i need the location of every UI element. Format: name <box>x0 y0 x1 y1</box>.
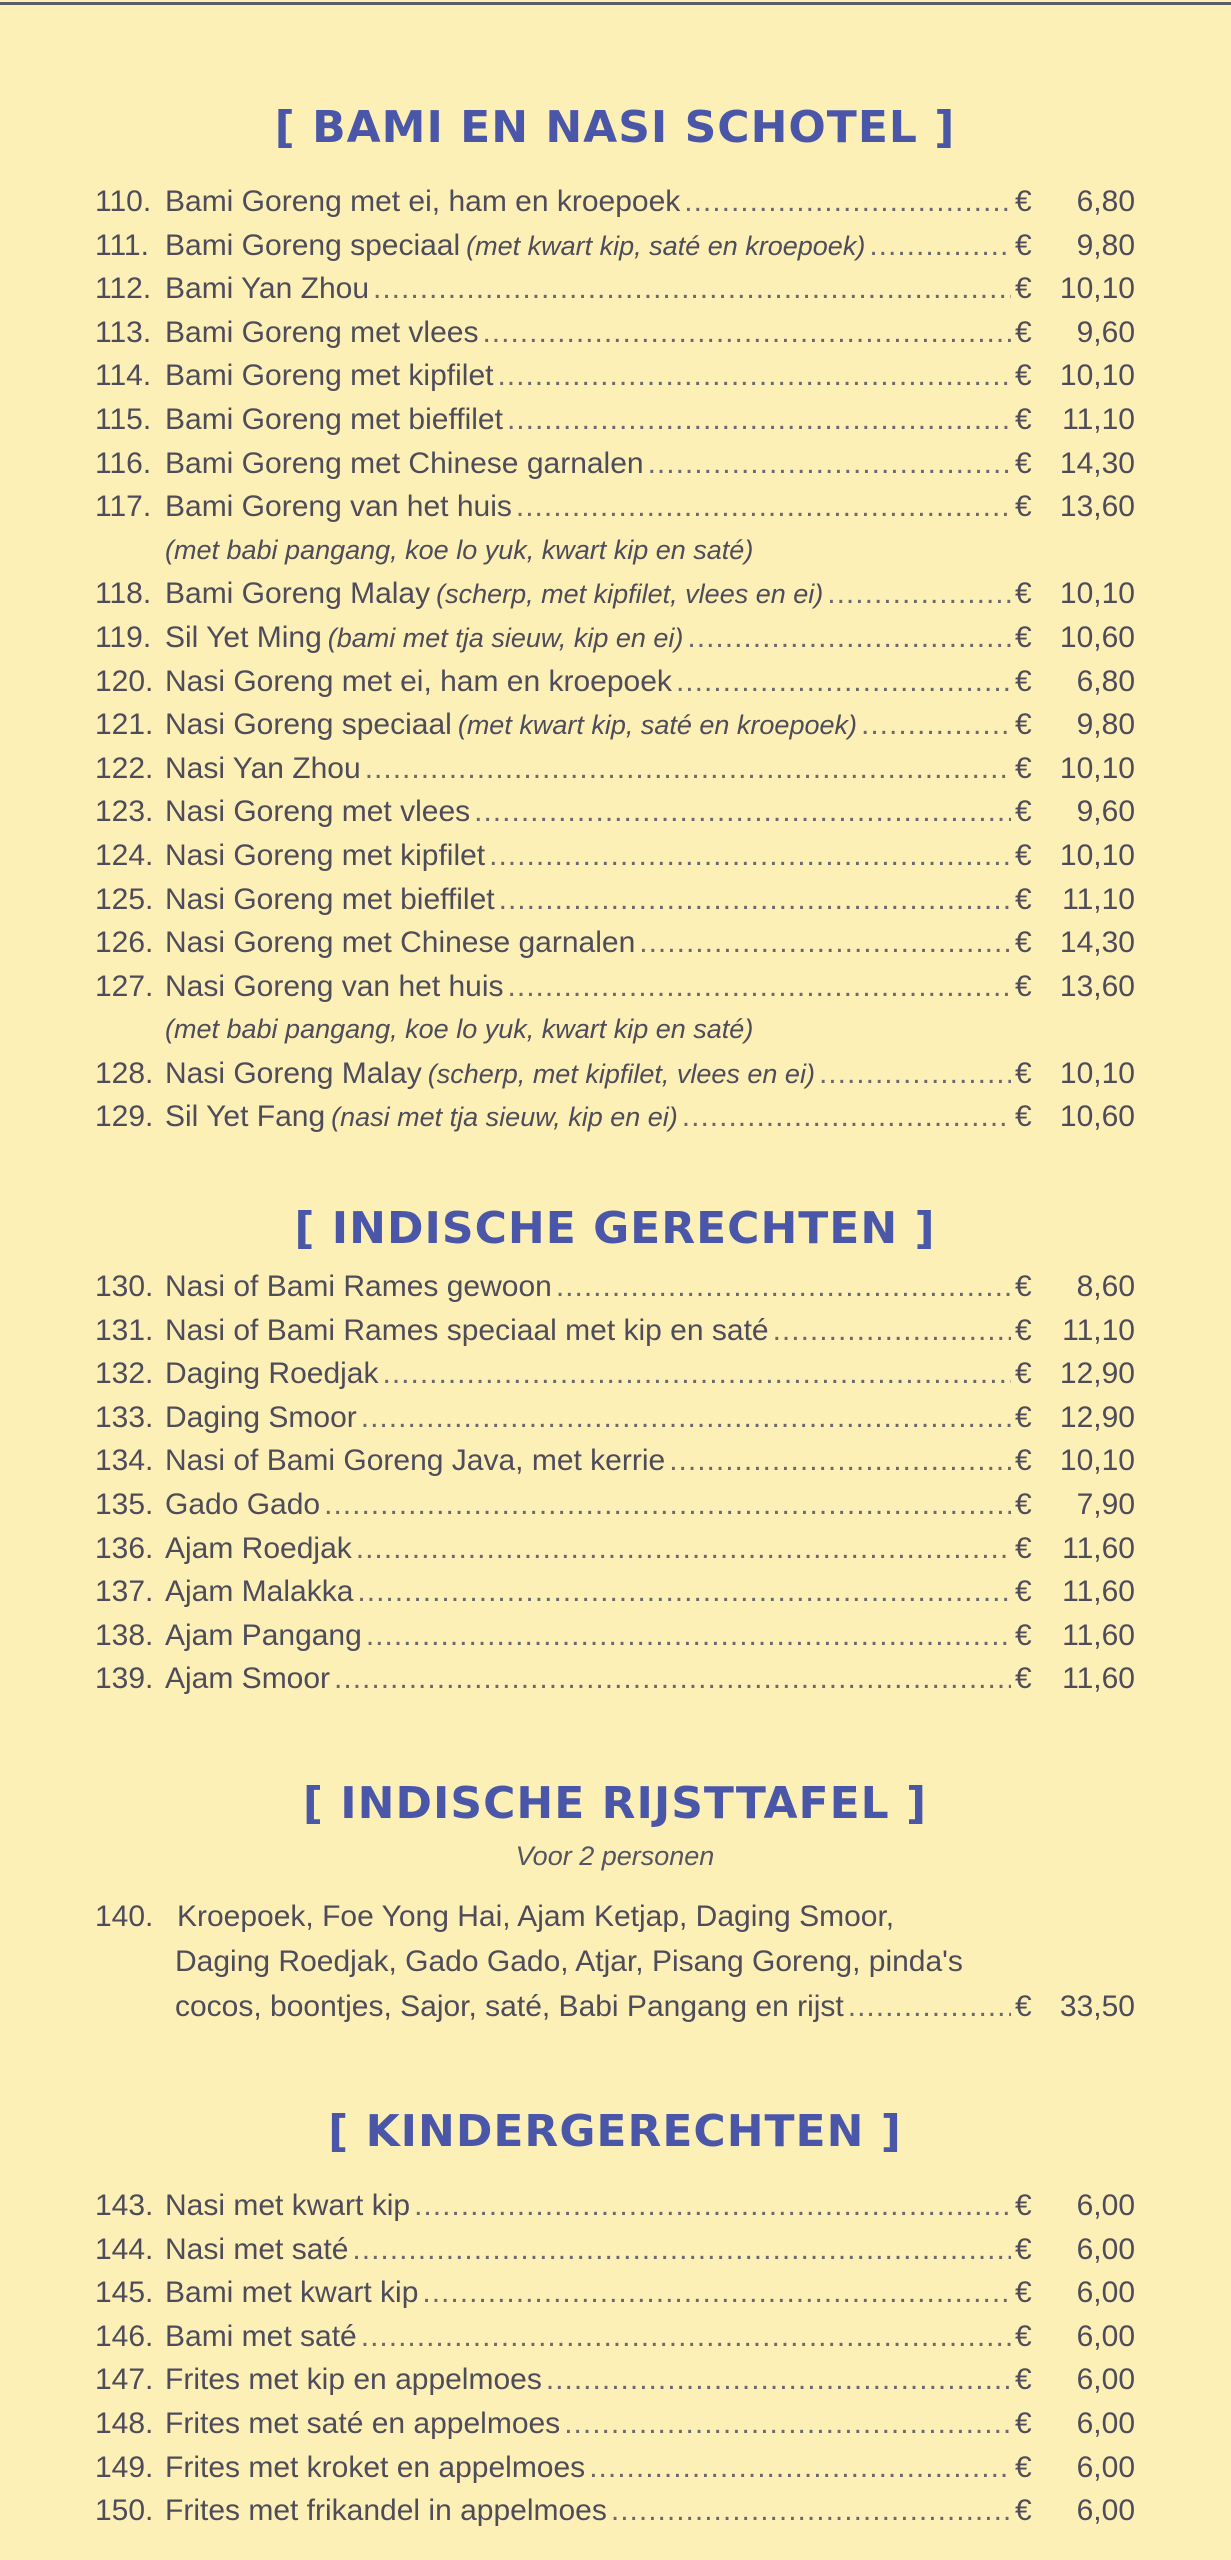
item-subnote: (met babi pangang, koe lo yuk, kwart kip en saté) <box>165 534 754 565</box>
item-name: Bami Goreng Malay <box>165 577 431 611</box>
menu-item-125 <box>95 878 1135 922</box>
item-number: 134. <box>95 1444 154 1478</box>
currency-symbol: € <box>1015 838 1032 872</box>
currency-symbol: € <box>1015 882 1032 916</box>
dot-leader <box>324 1483 1011 1527</box>
item-number: 135. <box>95 1487 154 1521</box>
item-number: 113. <box>95 315 152 349</box>
item-number: 118. <box>95 577 152 611</box>
menu-item-128 <box>95 1052 1135 1096</box>
item-number: 144. <box>95 2232 154 2266</box>
item-number: 138. <box>95 1618 154 1652</box>
item-price: 6,00 <box>1076 2319 1135 2353</box>
item-number: 117. <box>95 490 152 524</box>
item-name: Bami Goreng met ei, ham en kroepoek <box>165 185 681 218</box>
item-price: 9,60 <box>1076 315 1135 349</box>
item-price: 6,00 <box>1076 2276 1135 2310</box>
menu-item-116 <box>95 442 1135 486</box>
section-title: INDISCHE RIJSTTAFEL <box>340 1778 890 1829</box>
currency-symbol: € <box>1015 2232 1032 2266</box>
dot-leader <box>352 2228 1011 2272</box>
menu-item-111 <box>95 224 1135 268</box>
menu-item-133 <box>95 1396 1135 1440</box>
item-price: 6,00 <box>1076 2232 1135 2266</box>
dot-leader <box>334 1657 1011 1701</box>
item-name: Bami Goreng met bieffilet <box>165 402 503 436</box>
currency-symbol: € <box>1015 2189 1032 2222</box>
currency-symbol: € <box>1015 1357 1032 1391</box>
dot-leader <box>669 1439 1011 1483</box>
item-name: Frites met kip en appelmoes <box>165 2363 542 2397</box>
dot-leader <box>499 878 1011 922</box>
menu-item-135 <box>95 1483 1135 1527</box>
item-name: Frites met frikandel in appelmoes <box>165 2494 607 2528</box>
menu-list <box>95 1265 1135 1701</box>
dot-leader <box>564 2402 1011 2446</box>
section-indische-rijsttafel <box>95 1772 1135 2029</box>
section-title: BAMI EN NASI SCHOTEL <box>312 102 918 153</box>
item-name: Nasi met saté <box>165 2232 349 2266</box>
item-price: 10,60 <box>1059 620 1135 654</box>
item-number: 122. <box>95 751 154 785</box>
item-name: Nasi of Bami Rames gewoon <box>165 1270 552 1303</box>
item-name: Nasi Goreng speciaal <box>165 708 452 742</box>
dot-leader <box>546 2358 1011 2402</box>
item-price: 11,60 <box>1062 1531 1135 1565</box>
dot-leader <box>639 921 1011 965</box>
menu-item-112 <box>95 267 1135 311</box>
dot-leader <box>687 616 1011 660</box>
menu-item-148 <box>95 2402 1135 2446</box>
menu-item-144 <box>95 2228 1135 2272</box>
item-price: 6,80 <box>1076 185 1135 218</box>
menu-item-137 <box>95 1570 1135 1614</box>
item-name: Ajam Smoor <box>165 1662 331 1696</box>
item-number: 139. <box>95 1662 154 1696</box>
dot-leader <box>365 747 1011 791</box>
currency-symbol: € <box>1015 315 1032 349</box>
item-number: 130. <box>95 1270 154 1303</box>
dot-leader <box>507 398 1011 442</box>
dot-leader <box>589 2446 1011 2490</box>
menu-item-140 <box>95 1894 1135 1939</box>
item-note: (nasi met tja sieuw, kip en ei) <box>331 1102 678 1133</box>
item-price: 12,90 <box>1059 1357 1135 1391</box>
item-price: 9,60 <box>1076 795 1135 829</box>
item-number: 132. <box>95 1357 154 1391</box>
item-number: 148. <box>95 2406 154 2440</box>
section-indische-gerechten <box>95 1197 1135 1701</box>
item-note: (met kwart kip, saté en kroepoek) <box>466 230 866 261</box>
menu-item-110 <box>95 180 1135 224</box>
section-heading: [ BAMI EN NASI SCHOTEL ] <box>274 102 956 153</box>
item-subnote: (met babi pangang, koe lo yuk, kwart kip en saté) <box>165 1014 754 1045</box>
item-price: 33,50 <box>1059 1990 1135 2023</box>
menu-item-127 <box>95 965 1135 1009</box>
menu-item-149 <box>95 2446 1135 2490</box>
item-note: (bami met tja sieuw, kip en ei) <box>327 622 684 653</box>
menu-item-122 <box>95 747 1135 791</box>
menu-item-114 <box>95 354 1135 398</box>
item-number: 120. <box>95 664 154 698</box>
dot-leader <box>357 1570 1011 1614</box>
dot-leader <box>497 354 1011 398</box>
item-name: Gado Gado <box>165 1487 321 1521</box>
menu-item-129 <box>95 1095 1135 1139</box>
item-price: 10,60 <box>1059 1100 1135 1134</box>
item-price: 10,10 <box>1059 1444 1135 1478</box>
item-price: 6,00 <box>1076 2450 1135 2484</box>
item-name: Nasi of Bami Rames speciaal met kip en saté <box>165 1313 769 1347</box>
menu-item-126 <box>95 921 1135 965</box>
item-number: 143. <box>95 2189 154 2222</box>
section-title: INDISCHE GERECHTEN <box>331 1203 899 1254</box>
menu-item-120 <box>95 660 1135 704</box>
item-name-line-3: cocos, boontjes, Sajor, saté, Babi Pangang en rijst <box>175 1990 844 2023</box>
item-name: Ajam Roedjak <box>165 1531 352 1565</box>
item-last-line <box>175 1984 1135 2029</box>
item-price: 12,90 <box>1059 1400 1135 1434</box>
currency-symbol: € <box>1015 664 1032 698</box>
currency-symbol: € <box>1015 446 1032 480</box>
item-price: 8,60 <box>1076 1270 1135 1303</box>
item-number: 121. <box>95 708 154 742</box>
item-name: Bami Goreng van het huis <box>165 490 512 524</box>
menu-item-130 <box>95 1265 1135 1309</box>
item-price: 10,10 <box>1059 751 1135 785</box>
item-name: Nasi of Bami Goreng Java, met kerrie <box>165 1444 666 1478</box>
dot-leader <box>373 267 1011 311</box>
section-title: KINDERGERECHTEN <box>365 2106 865 2157</box>
menu-item-118 <box>95 572 1135 616</box>
item-price: 9,80 <box>1076 228 1135 262</box>
item-name: Bami met kwart kip <box>165 2276 419 2310</box>
menu-item-143 <box>95 2184 1135 2228</box>
item-price: 13,60 <box>1059 490 1135 524</box>
item-number: 140. <box>95 1900 154 1933</box>
currency-symbol: € <box>1015 1270 1032 1303</box>
item-number: 147. <box>95 2363 154 2397</box>
item-name-line-1: Kroepoek, Foe Yong Hai, Ajam Ketjap, Daging Smoor, <box>177 1900 895 1933</box>
item-name: Bami Yan Zhou <box>165 272 370 306</box>
item-name: Daging Roedjak <box>165 1357 379 1391</box>
item-note: (scherp, met kipfilet, vlees en ei) <box>427 1058 815 1089</box>
dot-leader <box>819 1052 1011 1096</box>
item-name: Bami Goreng speciaal <box>165 228 461 262</box>
menu-item-139 <box>95 1657 1135 1701</box>
item-name: Bami Goreng met kipfilet <box>165 359 494 393</box>
item-price: 6,00 <box>1076 2406 1135 2440</box>
dot-leader <box>422 2271 1011 2315</box>
dot-leader <box>611 2489 1011 2533</box>
currency-symbol: € <box>1015 1662 1032 1696</box>
item-note: (met kwart kip, saté en kroepoek) <box>457 710 857 741</box>
dot-leader <box>482 311 1011 355</box>
item-name: Nasi Goreng met kipfilet <box>165 838 486 872</box>
item-name: Ajam Pangang <box>165 1618 362 1652</box>
item-price: 10,10 <box>1059 359 1135 393</box>
item-name: Bami Goreng met Chinese garnalen <box>165 446 644 480</box>
item-number: 145. <box>95 2276 154 2310</box>
item-number: 123. <box>95 795 154 829</box>
item-number: 126. <box>95 926 154 960</box>
currency-symbol: € <box>1015 1444 1032 1478</box>
menu-item-115 <box>95 398 1135 442</box>
dot-leader <box>869 224 1011 268</box>
item-price: 10,10 <box>1059 577 1135 611</box>
item-name: Sil Yet Ming <box>165 620 322 654</box>
currency-symbol: € <box>1015 2450 1032 2484</box>
item-price: 11,10 <box>1062 402 1135 436</box>
item-number: 115. <box>95 402 152 436</box>
menu-item-131 <box>95 1309 1135 1353</box>
item-number: 129. <box>95 1100 154 1134</box>
section-heading: [ KINDERGERECHTEN ] <box>328 2106 902 2157</box>
item-price: 11,60 <box>1062 1662 1135 1696</box>
item-name: Nasi Goreng Malay <box>165 1056 422 1090</box>
item-price: 6,80 <box>1076 664 1135 698</box>
dot-leader <box>366 1614 1011 1658</box>
item-number: 111. <box>95 228 149 262</box>
currency-symbol: € <box>1015 1990 1032 2023</box>
dot-leader <box>361 2315 1011 2359</box>
currency-symbol: € <box>1015 185 1032 218</box>
item-number: 137. <box>95 1575 154 1609</box>
item-number: 133. <box>95 1400 154 1434</box>
section-heading: [ INDISCHE GERECHTEN ] <box>294 1203 936 1254</box>
dot-leader <box>361 1396 1011 1440</box>
item-price: 14,30 <box>1059 446 1135 480</box>
item-price: 7,90 <box>1076 1487 1135 1521</box>
menu-item-124 <box>95 834 1135 878</box>
currency-symbol: € <box>1015 2276 1032 2310</box>
dot-leader <box>356 1527 1011 1571</box>
menu-list <box>95 2184 1135 2533</box>
currency-symbol: € <box>1015 2319 1032 2353</box>
item-name: Nasi Goreng van het huis <box>165 969 504 1003</box>
menu-item-145 <box>95 2271 1135 2315</box>
currency-symbol: € <box>1015 228 1032 262</box>
currency-symbol: € <box>1015 2406 1032 2440</box>
item-name: Nasi Yan Zhou <box>165 751 361 785</box>
currency-symbol: € <box>1015 1056 1032 1090</box>
item-name: Nasi Goreng met bieffilet <box>165 882 495 916</box>
item-name: Nasi Goreng met Chinese garnalen <box>165 926 636 960</box>
menu-item-134 <box>95 1439 1135 1483</box>
dot-leader <box>676 660 1011 704</box>
currency-symbol: € <box>1015 969 1032 1003</box>
currency-symbol: € <box>1015 926 1032 960</box>
item-price: 10,10 <box>1059 838 1135 872</box>
currency-symbol: € <box>1015 490 1032 524</box>
dot-leader <box>827 572 1011 616</box>
item-number: 112. <box>95 272 152 306</box>
menu-item-119 <box>95 616 1135 660</box>
currency-symbol: € <box>1015 402 1032 436</box>
item-price: 11,60 <box>1062 1575 1135 1609</box>
item-name: Sil Yet Fang <box>165 1100 326 1134</box>
menu-item-136 <box>95 1527 1135 1571</box>
item-number: 146. <box>95 2319 154 2353</box>
item-number: 150. <box>95 2494 154 2528</box>
dot-leader <box>474 790 1011 834</box>
item-number: 116. <box>95 446 152 480</box>
item-name: Nasi Goreng met ei, ham en kroepoek <box>165 664 672 698</box>
item-price: 13,60 <box>1059 969 1135 1003</box>
item-price: 11,10 <box>1062 1313 1135 1347</box>
item-price: 9,80 <box>1076 708 1135 742</box>
item-name-line-2: Daging Roedjak, Gado Gado, Atjar, Pisang Goreng, pinda's <box>175 1945 963 1978</box>
item-description <box>95 1939 1135 2029</box>
item-name: Bami met saté <box>165 2319 357 2353</box>
item-price: 6,00 <box>1076 2494 1135 2528</box>
currency-symbol: € <box>1015 272 1032 306</box>
currency-symbol: € <box>1015 1400 1032 1434</box>
dot-leader <box>684 180 1011 224</box>
item-name: Frites met kroket en appelmoes <box>165 2450 586 2484</box>
item-name: Nasi met kwart kip <box>165 2189 411 2222</box>
item-number: 124. <box>95 838 154 872</box>
section-heading: [ INDISCHE RIJSTTAFEL ] <box>302 1778 928 1829</box>
menu-list <box>95 180 1135 1139</box>
menu-item-138 <box>95 1614 1135 1658</box>
currency-symbol: € <box>1015 2494 1032 2528</box>
currency-symbol: € <box>1015 1618 1032 1652</box>
dot-leader <box>516 485 1011 529</box>
item-name: Bami Goreng met vlees <box>165 315 479 349</box>
dot-leader <box>861 703 1011 747</box>
dot-leader <box>773 1309 1011 1353</box>
dot-leader <box>414 2184 1011 2228</box>
item-note: (scherp, met kipfilet, vlees en ei) <box>436 579 824 610</box>
item-number: 131. <box>95 1313 154 1347</box>
dot-leader <box>682 1095 1011 1139</box>
currency-symbol: € <box>1015 1575 1032 1609</box>
item-number: 127. <box>95 969 154 1003</box>
currency-symbol: € <box>1015 359 1032 393</box>
item-price: 10,10 <box>1059 1056 1135 1090</box>
currency-symbol: € <box>1015 751 1032 785</box>
dot-leader <box>508 965 1011 1009</box>
section-kindergerechten <box>95 2100 1135 2533</box>
currency-symbol: € <box>1015 620 1032 654</box>
menu-item-132 <box>95 1352 1135 1396</box>
menu-item-121 <box>95 703 1135 747</box>
item-name: Frites met saté en appelmoes <box>165 2406 561 2440</box>
item-price: 6,00 <box>1076 2363 1135 2397</box>
dot-leader <box>848 1984 1011 2029</box>
dot-leader <box>489 834 1011 878</box>
dot-leader <box>648 442 1011 486</box>
menu-item-123 <box>95 790 1135 834</box>
item-number: 136. <box>95 1531 154 1565</box>
menu-item-150 <box>95 2489 1135 2533</box>
item-price: 11,60 <box>1062 1618 1135 1652</box>
menu-list <box>95 1894 1135 2029</box>
item-number: 125. <box>95 882 154 916</box>
item-price: 11,10 <box>1062 882 1135 916</box>
item-number: 114. <box>95 359 152 393</box>
currency-symbol: € <box>1015 577 1032 611</box>
currency-symbol: € <box>1015 1100 1032 1134</box>
menu-item-146 <box>95 2315 1135 2359</box>
currency-symbol: € <box>1015 795 1032 829</box>
menu-item-117 <box>95 485 1135 529</box>
section-bami-nasi <box>95 96 1135 1139</box>
currency-symbol: € <box>1015 1531 1032 1565</box>
section-subtitle: Voor 2 personen <box>515 1841 715 1871</box>
item-price: 6,00 <box>1076 2189 1135 2222</box>
menu-item-113 <box>95 311 1135 355</box>
item-number: 128. <box>95 1056 154 1090</box>
currency-symbol: € <box>1015 708 1032 742</box>
currency-symbol: € <box>1015 1487 1032 1521</box>
dot-leader <box>556 1265 1011 1309</box>
item-name: Nasi Goreng met vlees <box>165 795 471 829</box>
item-price: 10,10 <box>1059 272 1135 306</box>
menu-item-147 <box>95 2358 1135 2402</box>
dot-leader <box>382 1352 1011 1396</box>
item-name: Daging Smoor <box>165 1400 357 1434</box>
item-number: 110. <box>95 185 152 218</box>
currency-symbol: € <box>1015 1313 1032 1347</box>
item-price: 14,30 <box>1059 926 1135 960</box>
item-number: 149. <box>95 2450 154 2484</box>
item-number: 119. <box>95 620 152 654</box>
currency-symbol: € <box>1015 2363 1032 2397</box>
item-name: Ajam Malakka <box>165 1575 354 1609</box>
